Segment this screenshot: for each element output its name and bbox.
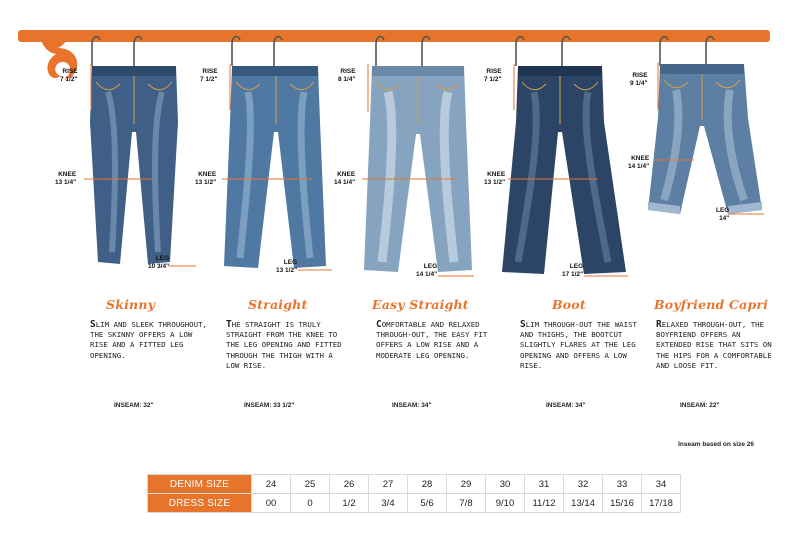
denim-size-header: DENIM SIZE	[148, 475, 252, 494]
dress-size-cell: 1/2	[330, 494, 369, 513]
jeans-straight-image	[218, 62, 332, 272]
jeans-boyfriend-capri-image	[646, 60, 764, 218]
dress-size-header: DRESS SIZE	[148, 494, 252, 513]
rise-line	[366, 64, 372, 112]
leg-measure: LEG 13 1/2"	[276, 259, 298, 274]
dress-size-cell: 11/12	[525, 494, 564, 513]
denim-size-cell: 26	[330, 475, 369, 494]
denim-size-row	[148, 475, 681, 494]
rise-measure: RISE 7 1/2"	[60, 68, 78, 83]
denim-size-cell: 29	[447, 475, 486, 494]
knee-line	[508, 177, 598, 181]
dress-size-cell: 3/4	[369, 494, 408, 513]
inseam-label: INSEAM: 22"	[680, 402, 720, 409]
denim-size-cell: 28	[408, 475, 447, 494]
inseam-label: INSEAM: 33 1/2"	[244, 402, 295, 409]
knee-line	[654, 158, 694, 162]
rise-line	[228, 64, 234, 110]
product-title: Straight	[248, 297, 308, 312]
denim-size-cell: 31	[525, 475, 564, 494]
inseam-label: INSEAM: 34"	[546, 402, 586, 409]
dress-size-cell: 0	[291, 494, 330, 513]
denim-size-cell: 33	[603, 475, 642, 494]
product-title: Boyfriend Capri	[654, 297, 769, 312]
leg-measure: LEG 10 3/4"	[148, 255, 170, 270]
product-description: SLIM AND SLEEK THROUGHOUT, THE SKINNY OFFERS A LOW RISE AND A FITTED LEG OPENING.	[90, 319, 207, 360]
dress-size-cell: 00	[252, 494, 291, 513]
knee-measure: KNEE 13 1/2"	[195, 171, 217, 186]
knee-line	[222, 177, 312, 181]
dress-size-cell: 9/10	[486, 494, 525, 513]
denim-size-cell: 25	[291, 475, 330, 494]
dress-size-cell: 17/18	[642, 494, 681, 513]
leg-line	[298, 268, 332, 272]
knee-measure: KNEE 13 1/4"	[55, 171, 77, 186]
product-title: Boot	[552, 297, 586, 312]
leg-line	[438, 274, 474, 278]
denim-size-cell: 32	[564, 475, 603, 494]
product-description: COMFORTABLE AND RELAXED THROUGH-OUT, THE EASY FIT OFFERS A LOW RISE AND A MODERATE LEG OPENING.	[376, 319, 488, 360]
dress-size-row	[148, 494, 681, 513]
dress-size-cell: 15/16	[603, 494, 642, 513]
leg-line	[728, 212, 764, 216]
knee-measure: KNEE 13 1/2"	[484, 171, 506, 186]
inseam-label: INSEAM: 32"	[114, 402, 154, 409]
knee-measure: KNEE 14 1/4"	[628, 155, 650, 170]
leg-line	[168, 264, 196, 268]
leg-measure: LEG 14 1/4"	[416, 263, 438, 278]
rise-line	[512, 64, 518, 110]
denim-size-cell: 34	[642, 475, 681, 494]
inseam-label: INSEAM: 34"	[392, 402, 432, 409]
knee-line	[362, 177, 456, 181]
dress-size-cell: 13/14	[564, 494, 603, 513]
leg-measure: LEG 17 1/2"	[562, 263, 584, 278]
dress-size-cell: 7/8	[447, 494, 486, 513]
product-title: Easy Straight	[372, 297, 469, 312]
leg-line	[584, 274, 628, 278]
product-description: RELAXED THROUGH-OUT, THE BOYFRIEND OFFERS AN EXTENDED RISE THAT SITS ON THE HIPS FOR A COMFORTABLE AND LOOSE FIT.	[656, 319, 772, 370]
size-conversion-table	[147, 474, 681, 513]
dress-size-cell: 5/6	[408, 494, 447, 513]
denim-size-cell: 30	[486, 475, 525, 494]
denim-size-cell: 24	[252, 475, 291, 494]
rise-line	[656, 62, 662, 110]
product-description: THE STRAIGHT IS TRULY STRAIGHT FROM THE KNEE TO THE LEG OPENING AND FITTED THROUGH THE THIGH WITH A LOW RISE.	[226, 319, 342, 370]
rise-measure: RISE 7 1/2"	[200, 68, 218, 83]
knee-measure: KNEE 14 1/4"	[334, 171, 356, 186]
jeans-easy-straight-image	[358, 62, 478, 276]
jeans-boot-image	[500, 62, 630, 276]
product-title: Skinny	[106, 297, 156, 312]
leg-measure: LEG 14"	[716, 207, 730, 222]
rise-measure: RISE 9 1/4"	[630, 72, 648, 87]
rise-measure: RISE 7 1/2"	[484, 68, 502, 83]
rise-measure: RISE 8 1/4"	[338, 68, 356, 83]
inseam-size-note: Inseam based on size 26	[678, 441, 754, 448]
product-description: SLIM THROUGH-OUT THE WAIST AND THIGHS, THE BOOTCUT SLIGHTLY FLARES AT THE LEG OPENING AND OFFERS A LOW RISE.	[520, 319, 637, 370]
denim-size-cell: 27	[369, 475, 408, 494]
